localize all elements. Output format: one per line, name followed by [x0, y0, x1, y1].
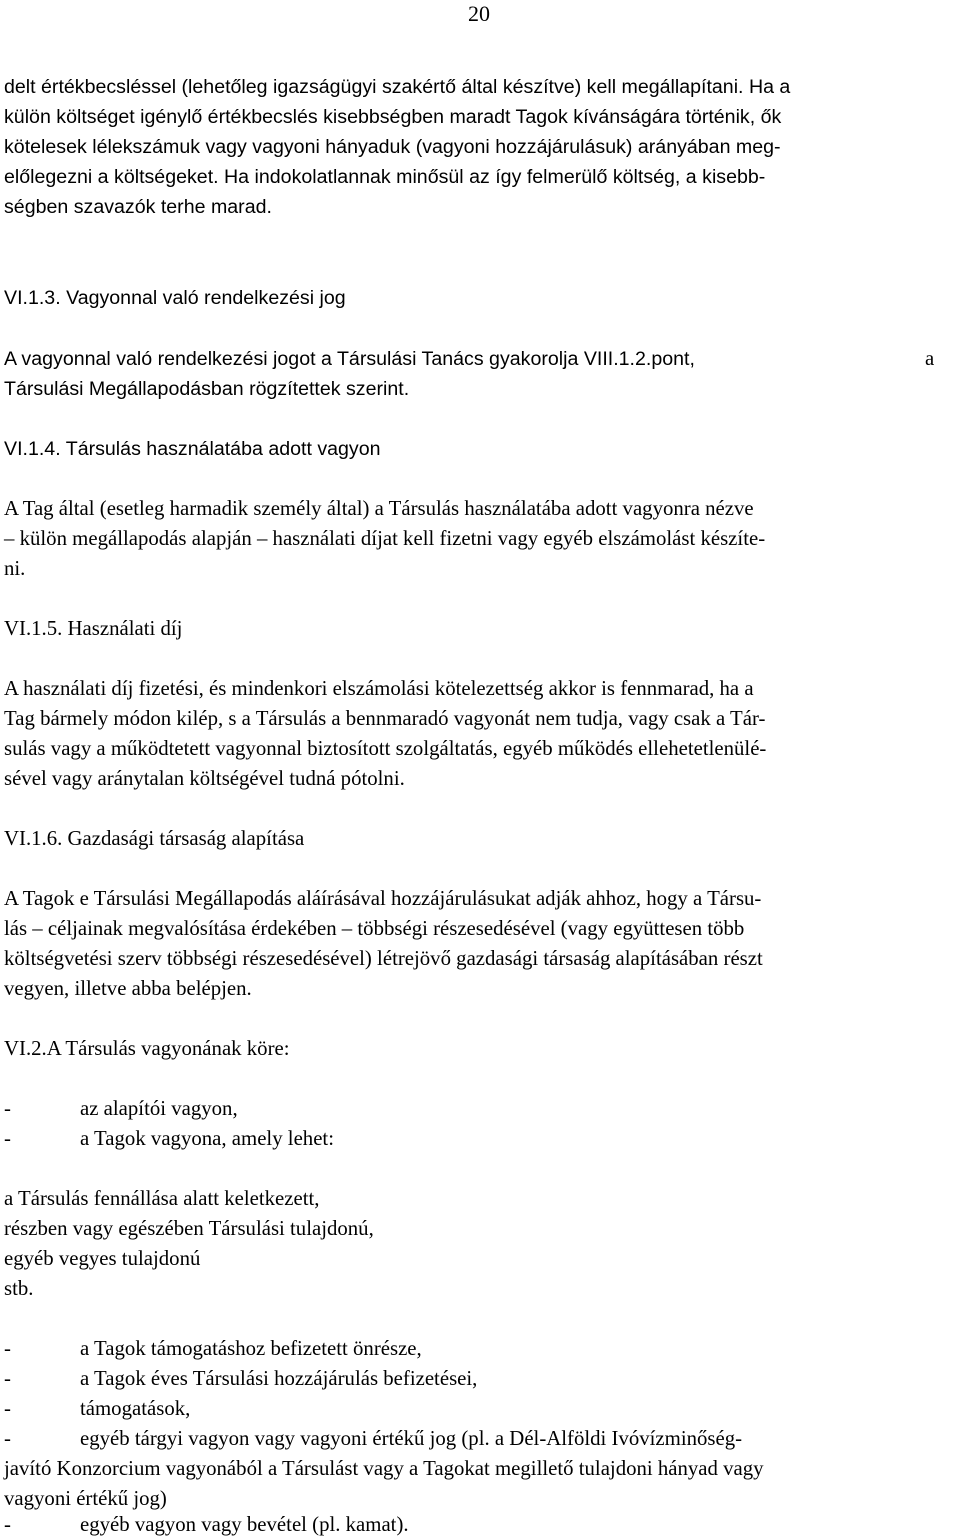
sub-item: részben vagy egészében Társulási tulajdonú, — [4, 1217, 374, 1240]
intro-line-5: ségben szavazók terhe marad. — [4, 196, 272, 218]
intro-line-3: kötelesek lélekszámuk vagy vagyoni hányaduk (vagyoni hozzájárulásuk) arányában meg- — [4, 136, 781, 158]
sub-item: a Társulás fennállása alatt keletkezett, — [4, 1187, 320, 1210]
s114-line-2: – külön megállapodás alapján – használati díjat kell fizetni vagy egyéb elszámolást készíte- — [4, 527, 766, 550]
s113-line-2: Társulási Megállapodásban rögzítettek szerint. — [4, 378, 410, 400]
s115-line-1: A használati díj fizetési, és mindenkori elszámolási kötelezettség akkor is fennmarad, ha a — [4, 677, 754, 700]
list-dash: - — [4, 1337, 11, 1360]
s114-line-1: A Tag által (esetleg harmadik személy által) a Társulás használatába adott vagyonra nézve — [4, 497, 754, 520]
list-item: támogatások, — [80, 1397, 191, 1420]
list-dash: - — [4, 1367, 11, 1390]
list-item: a Tagok vagyona, amely lehet: — [80, 1127, 334, 1150]
s115-line-4: sével vagy aránytalan költségével tudná pótolni. — [4, 767, 405, 790]
list-item: egyéb tárgyi vagyon vagy vagyoni értékű jog (pl. a Dél-Alföldi Ivóvízminőség- — [80, 1427, 743, 1450]
s113-line-1-end: a — [925, 347, 935, 370]
intro-line-2: külön költséget igénylő értékbecslés kisebbségben maradt Tagok kívánságára történik, ők — [4, 106, 782, 128]
section-heading-vi-1-5: VI.1.5. Használati díj — [4, 617, 183, 640]
section-heading-vi-1-6: VI.1.6. Gazdasági társaság alapítása — [4, 827, 305, 850]
list-item: a Tagok támogatáshoz befizetett önrésze, — [80, 1337, 422, 1360]
sub-item: egyéb vegyes tulajdonú — [4, 1247, 201, 1270]
s113-line-1: A vagyonnal való rendelkezési jogot a Társulási Tanács gyakorolja VIII.1.2.pont, — [4, 348, 695, 370]
section-heading-vi-1-3: VI.1.3. Vagyonnal való rendelkezési jog — [4, 287, 346, 309]
intro-line-1: delt értékbecsléssel (lehetőleg igazságügyi szakértő által készítve) kell megállapítani. Ha a — [4, 76, 791, 98]
s116-line-1: A Tagok e Társulási Megállapodás aláírásával hozzájárulásukat adják ahhoz, hogy a Társu- — [4, 887, 762, 910]
list-item: az alapítói vagyon, — [80, 1097, 238, 1120]
s114-line-3: ni. — [4, 557, 26, 580]
section-heading-vi-1-4: VI.1.4. Társulás használatába adott vagyon — [4, 438, 381, 460]
list-dash: - — [4, 1127, 11, 1150]
list-item: a Tagok éves Társulási hozzájárulás befizetései, — [80, 1367, 478, 1390]
s115-line-3: sulás vagy a működtetett vagyonnal biztosított szolgáltatás, egyéb működés ellehetetlenülé- — [4, 737, 767, 760]
page-number: 20 — [468, 1, 490, 26]
s116-line-2: lás – céljainak megvalósítása érdekében – többségi részesedésével (vagy együttesen több — [4, 917, 745, 940]
s116-line-4: vegyen, illetve abba belépjen. — [4, 977, 252, 1000]
s115-line-2: Tag bármely módon kilép, s a Társulás a bennmaradó vagyonát nem tudja, vagy csak a Tár- — [4, 707, 766, 730]
list-continuation-line-1: javító Konzorcium vagyonából a Társulást vagy a Tagokat megillető tulajdoni hányad vagy — [4, 1457, 764, 1480]
list-dash: - — [4, 1397, 11, 1420]
sub-item: stb. — [4, 1277, 34, 1300]
list-dash: - — [4, 1513, 11, 1536]
section-heading-vi-2: VI.2.A Társulás vagyonának köre: — [4, 1037, 290, 1060]
list-item: egyéb vagyon vagy bevétel (pl. kamat). — [80, 1513, 409, 1536]
list-dash: - — [4, 1097, 11, 1120]
intro-line-4: előlegezni a költségeket. Ha indokolatlannak minősül az így felmerülő költség, a kisebb- — [4, 166, 766, 188]
list-continuation-line-2: vagyoni értékű jog) — [4, 1487, 167, 1510]
s116-line-3: költségvetési szerv többségi részesedésével) létrejövő gazdasági társaság alapításában részt — [4, 947, 763, 970]
list-dash: - — [4, 1427, 11, 1450]
